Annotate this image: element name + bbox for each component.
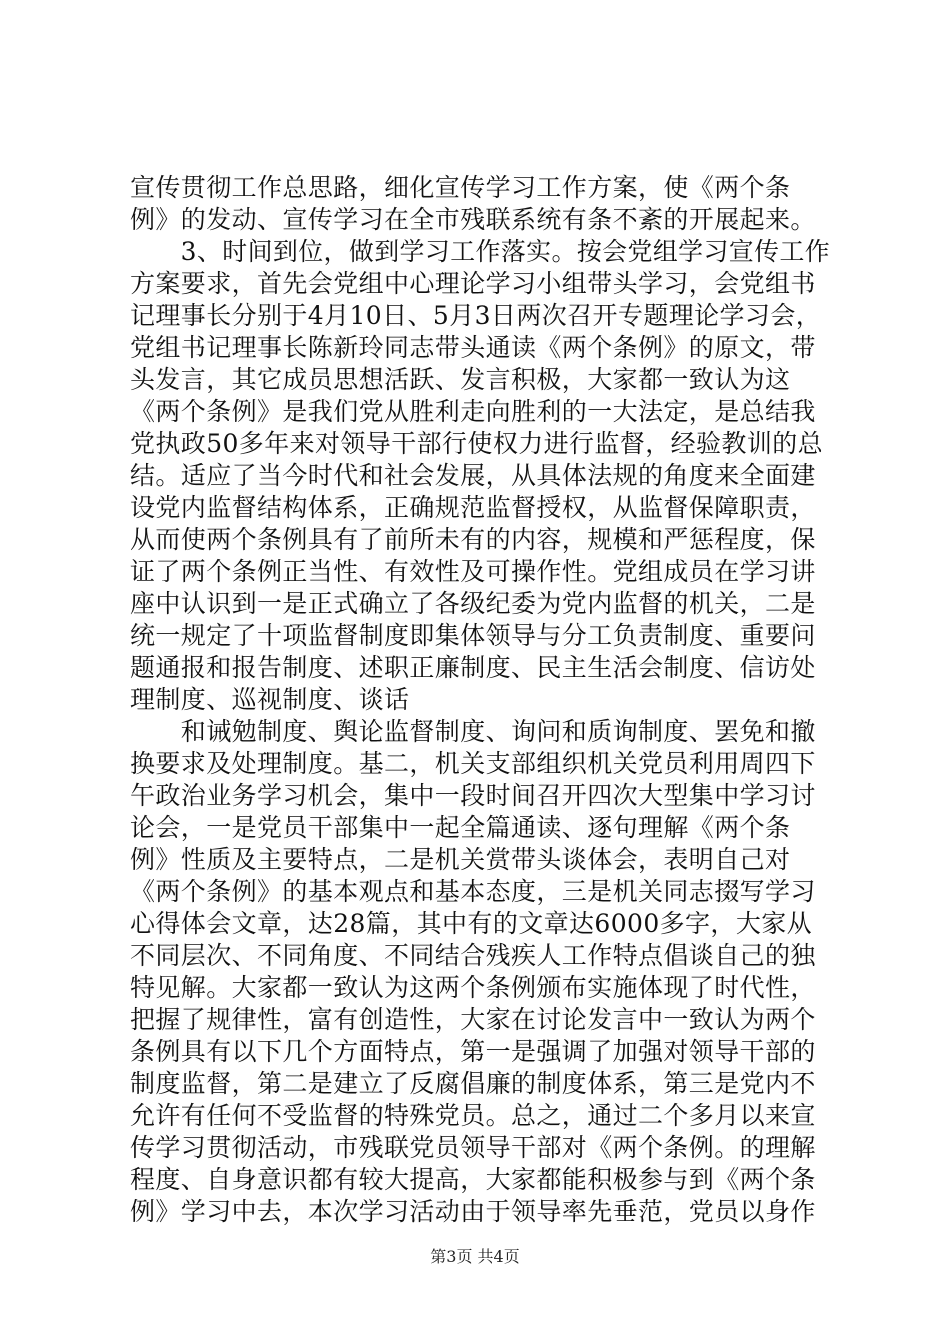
- body-text-line: 例》的发动、宣传学习在全市残联系统有条不紊的开展起来。: [130, 205, 816, 234]
- body-text-line: 《两个条例》是我们党从胜利走向胜利的一大法定，是总结我: [130, 397, 816, 426]
- body-text-line: 条例具有以下几个方面特点，第一是强调了加强对领导干部的: [130, 1037, 816, 1066]
- body-text-line: 结。适应了当今时代和社会发展，从具体法规的角度来全面建: [130, 461, 816, 490]
- body-text-line: 证了两个条例正当性、有效性及可操作性。党组成员在学习讲: [130, 557, 816, 586]
- body-text-line: 例》性质及主要特点，二是机关赏带头谈体会，表明自己对: [130, 845, 791, 874]
- body-text-line: 午政治业务学习机会，集中一段时间召开四次大型集中学习讨: [130, 781, 816, 810]
- page-footer: 第3页 共4页: [430, 1247, 520, 1266]
- body-text-line: 党组书记理事长陈新玲同志带头通读《两个条例》的原文，带: [130, 333, 816, 362]
- body-text-line: 设党内监督结构体系，正确规范监督授权，从监督保障职责，: [130, 493, 816, 522]
- body-text-line: 统一规定了十项监督制度即集体领导与分工负责制度、重要问: [130, 621, 816, 650]
- body-text-line: 3、时间到位，做到学习工作落实。按会党组学习宣传工作: [130, 237, 831, 266]
- body-text-line: 允许有任何不受监督的特殊党员。总之，通过二个多月以来宣: [130, 1101, 816, 1130]
- body-text-line: 《两个条例》的基本观点和基本态度，三是机关同志掇写学习: [130, 877, 816, 906]
- body-text-line: 特见解。大家都一致认为这两个条例颁布实施体现了时代性，: [130, 973, 816, 1002]
- body-text-line: 从而使两个条例具有了前所未有的内容，规模和严惩程度，保: [130, 525, 816, 554]
- body-text-line: 党执政50多年来对领导干部行使权力进行监督，经验教训的总: [130, 429, 824, 458]
- body-text-line: 题通报和报告制度、述职正廉制度、民主生活会制度、信访处: [130, 653, 816, 682]
- body-text-line: 把握了规律性，富有创造性，大家在讨论发言中一致认为两个: [130, 1005, 816, 1034]
- body-text-line: 宣传贯彻工作总思路，细化宣传学习工作方案，使《两个条: [130, 173, 791, 202]
- document-body: [130, 172, 830, 1228]
- body-text-line: 理制度、巡视制度、谈话: [130, 685, 410, 714]
- body-text-line: 和诫勉制度、舆论监督制度、询问和质询制度、罢免和撤: [130, 717, 816, 746]
- body-text-line: 心得体会文章，达28篇，其中有的文章达6000多字，大家从: [130, 909, 813, 938]
- body-text-line: 不同层次、不同角度、不同结合残疾人工作特点倡谈自己的独: [130, 941, 816, 970]
- body-text-line: 换要求及处理制度。基二，机关支部组织机关党员利用周四下: [130, 749, 816, 778]
- body-text-line: 座中认识到一是正式确立了各级纪委为党内监督的机关，二是: [130, 589, 816, 618]
- body-text-line: 论会，一是党员干部集中一起全篇通读、逐句理解《两个条: [130, 813, 791, 842]
- body-text-line: 头发言，其它成员思想活跃、发言积极，大家都一致认为这: [130, 365, 791, 394]
- body-text-line: 方案要求，首先会党组中心理论学习小组带头学习，会党组书: [130, 269, 816, 298]
- body-text-line: 例》学习中去，本次学习活动由于领导率先垂范，党员以身作: [130, 1197, 816, 1226]
- body-text-line: 传学习贯彻活动，市残联党员领导干部对《两个条例。的理解: [130, 1133, 816, 1162]
- body-text-line: 记理事长分别于4月10日、5月3日两次召开专题理论学习会，: [130, 301, 822, 330]
- body-text-line: 程度、自身意识都有较大提高，大家都能积极参与到《两个条: [130, 1165, 816, 1194]
- body-text-line: 制度监督，第二是建立了反腐倡廉的制度体系，第三是党内不: [130, 1069, 816, 1098]
